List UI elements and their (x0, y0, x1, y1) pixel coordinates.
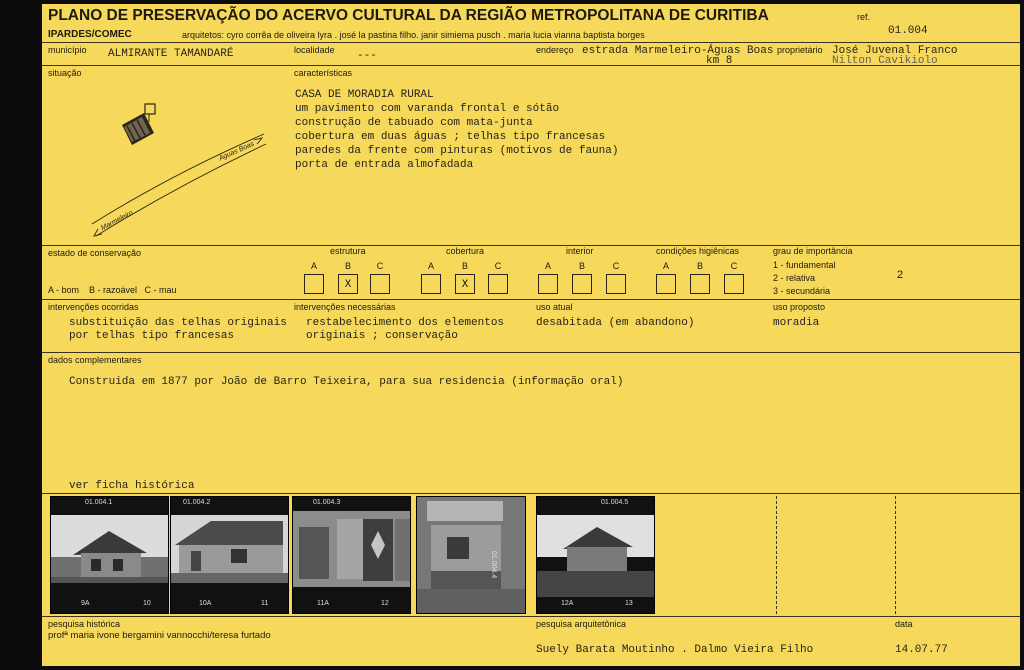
road-label-aguas-boas: Águas Boas (218, 140, 256, 163)
complementares-text: Construida em 1877 por João de Barro Teixeira, para sua residencia (informação oral) (69, 376, 624, 388)
caracteristicas-line-4: cobertura em duas águas ; telhas tipo francesas (295, 131, 606, 143)
letter-condicoes-b: B (696, 261, 703, 271)
group-title-interior: interior (566, 246, 594, 256)
photo-3-top-label: 01.004.3 (313, 499, 341, 506)
caracteristicas-line-6: porta de entrada almofadada (295, 159, 474, 171)
historica-value: profª maria ivone bergamini vannocchi/teresa furtado (48, 630, 271, 641)
checkbox-estrutura-a[interactable] (304, 274, 324, 294)
letter-condicoes-c: C (730, 261, 738, 271)
photo-2[interactable] (170, 496, 289, 614)
historica-label: pesquisa histórica (48, 619, 121, 629)
photo-2-bottom-left: 10A (199, 600, 212, 607)
proprietario-value-2: Nilton Cavikiolo (832, 55, 938, 67)
checkbox-condicoes-b[interactable] (690, 274, 710, 294)
divider-photos-top (42, 493, 1020, 494)
photo-4-top-label: 01.004.4 (490, 551, 497, 579)
house-sketch-icon (122, 104, 155, 145)
letter-estrutura-a: A (310, 261, 317, 271)
ref-label: ref. (857, 12, 871, 22)
uso-atual-label: uso atual (536, 302, 573, 312)
importancia-value: 2 (897, 269, 904, 281)
architects-line: arquitetos: cyro corrêa de oliveira lyra . josé la pastina filho. janir simiema pusch . maria lucia vianna baptista borges (182, 30, 645, 40)
photo-slot-divider-1 (776, 496, 777, 614)
letter-interior-b: B (578, 261, 585, 271)
divider-header (42, 42, 1020, 43)
ver-ficha-historica[interactable]: ver ficha histórica (69, 480, 195, 492)
checkbox-interior-b[interactable] (572, 274, 592, 294)
necessarias-line-1: restabelecimento dos elementos (306, 317, 505, 329)
complementares-label: dados complementares (48, 355, 142, 365)
arquitetonica-value: Suely Barata Moutinho . Dalmo Vieira Filho (536, 644, 814, 656)
municipio-value: ALMIRANTE TAMANDARÉ (108, 48, 234, 60)
photo-3-bottom-left: 11A (317, 600, 329, 607)
localidade-value: --- (357, 50, 377, 62)
checkbox-estrutura-c[interactable] (370, 274, 390, 294)
checkbox-condicoes-a[interactable] (656, 274, 676, 294)
photo-3[interactable] (292, 496, 411, 614)
necessarias-line-2: originais ; conservação (306, 330, 458, 342)
letter-condicoes-a: A (662, 261, 669, 271)
checkbox-cobertura-c[interactable] (488, 274, 508, 294)
ocorridas-line-1: substituição das telhas originais (69, 317, 287, 329)
photo-2-bottom-right: 11 (261, 600, 269, 607)
record-card (42, 4, 1020, 666)
endereco-value-1: estrada Marmeleiro-Águas Boas (582, 45, 774, 57)
checkbox-cobertura-a[interactable] (421, 274, 441, 294)
photo-2-top-label: 01.004.2 (183, 499, 211, 506)
photo-1-top-label: 01.004.1 (85, 499, 113, 506)
ref-value: 01.004 (888, 25, 928, 37)
conservacao-label: estado de conservação (48, 248, 142, 258)
divider-situacao (42, 245, 1020, 246)
letter-cobertura-c: C (494, 261, 502, 271)
photo-5-bottom-left: 12A (561, 600, 574, 607)
importancia-label: grau de importância (773, 246, 853, 256)
checkbox-interior-c[interactable] (606, 274, 626, 294)
photo-4[interactable] (416, 496, 526, 614)
checkbox-cobertura-b[interactable]: X (455, 274, 475, 294)
letter-estrutura-b: B (344, 261, 351, 271)
data-value: 14.07.77 (895, 644, 948, 656)
photo-1-bottom-left: 9A (81, 600, 90, 607)
checkbox-estrutura-b[interactable]: X (338, 274, 358, 294)
importancia-option-1: 1 - fundamental (773, 260, 836, 270)
caracteristicas-label: características (294, 68, 353, 78)
ocorridas-label: intervenções ocorridas (48, 302, 139, 312)
checkbox-interior-a[interactable] (538, 274, 558, 294)
group-title-cobertura: cobertura (446, 246, 485, 256)
photo-slot-divider-2 (895, 496, 896, 614)
endereco-label: endereço (536, 45, 574, 55)
letter-interior-c: C (612, 261, 620, 271)
checkbox-condicoes-c[interactable] (724, 274, 744, 294)
divider-conservacao (42, 299, 1020, 300)
data-label: data (895, 619, 913, 629)
necessarias-label: intervenções necessárias (294, 302, 396, 312)
letter-estrutura-c: C (376, 261, 384, 271)
letter-cobertura-a: A (427, 261, 434, 271)
photo-5[interactable] (536, 496, 655, 614)
proprietario-value-1: José Juvenal Franco (832, 45, 958, 57)
divider-intervencoes (42, 352, 1020, 353)
org-name: IPARDES/COMEC (48, 29, 132, 40)
ocorridas-line-2: por telhas tipo francesas (69, 330, 235, 342)
uso-proposto-value: moradia (773, 317, 820, 329)
photo-3-bottom-right: 12 (381, 600, 389, 607)
localidade-label: localidade (294, 45, 335, 55)
uso-atual-value: desabitada (em abandono) (536, 317, 695, 329)
divider-identity (42, 65, 1020, 66)
card-title: PLANO DE PRESERVAÇÃO DO ACERVO CULTURAL DA REGIÃO METROPOLITANA DE CURITIBA (48, 7, 769, 24)
photo-5-bottom-right: 13 (625, 600, 633, 607)
importancia-option-3: 3 - secundária (773, 286, 831, 296)
situacao-label: situação (48, 68, 82, 78)
conservacao-legend: A - bom B - razoável C - mau (48, 285, 177, 295)
photo-5-top-label: 01.004.5 (601, 499, 629, 506)
caracteristicas-line-3: construção de tabuado com mata-junta (295, 117, 533, 129)
photo-1[interactable] (50, 496, 169, 614)
letter-interior-a: A (544, 261, 551, 271)
group-title-condicoes: condições higiênicas (656, 246, 740, 256)
proprietario-label: proprietário (777, 45, 823, 55)
caracteristicas-line-1: CASA DE MORADIA RURAL (295, 89, 434, 101)
endereco-value-2: km 8 (706, 55, 733, 67)
photo-1-bottom-right: 10 (143, 600, 151, 607)
caracteristicas-line-2: um pavimento com varanda frontal e sótão (295, 103, 560, 115)
group-title-estrutura: estrutura (330, 246, 366, 256)
arquitetonica-label: pesquisa arquitetônica (536, 619, 627, 629)
uso-proposto-label: uso proposto (773, 302, 826, 312)
caracteristicas-line-5: paredes da frente com pinturas (motivos de fauna) (295, 145, 619, 157)
road-label-marmeleiro: Marmeleiro (100, 209, 135, 233)
divider-photos-bottom (42, 616, 1020, 617)
letter-cobertura-b: B (461, 261, 468, 271)
municipio-label: município (48, 45, 87, 55)
importancia-option-2: 2 - relativa (773, 273, 816, 283)
